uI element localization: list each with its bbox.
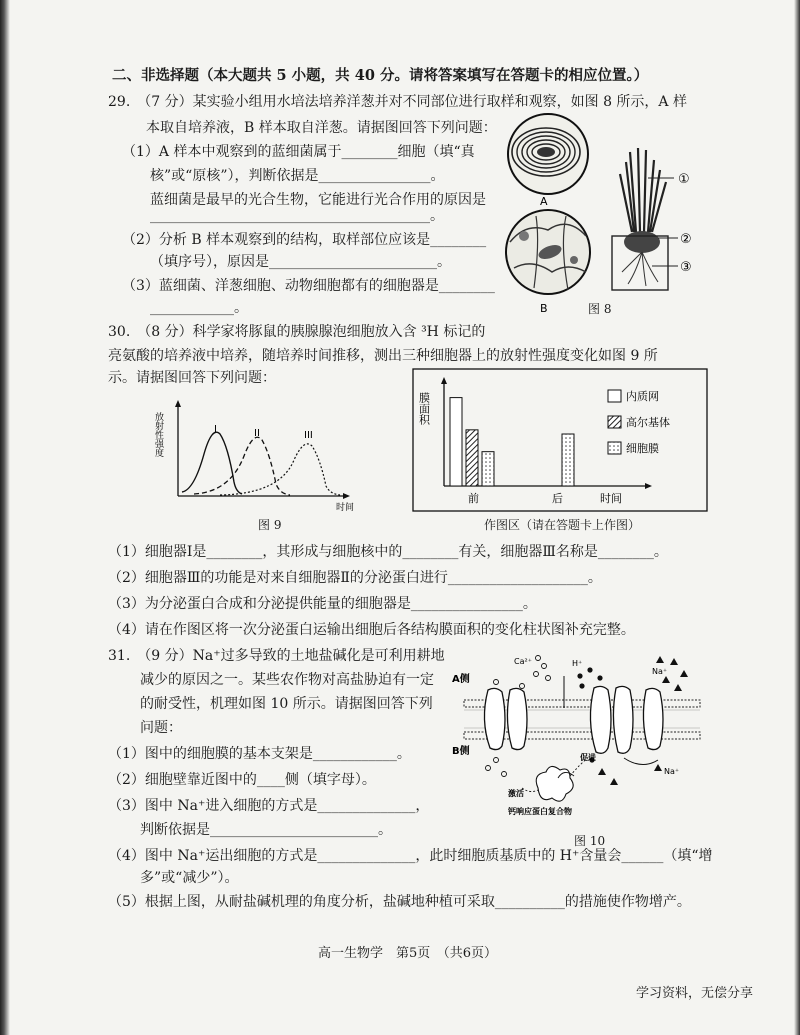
figure-8-caption: 图 8 <box>588 302 612 316</box>
legend-label-golgi: 高尔基体 <box>626 416 670 429</box>
promote-label: 促进 <box>580 753 596 762</box>
figure-9-caption: 图 9 <box>258 518 282 532</box>
q31-sub1: （1）图中的细胞膜的基本支架是____________。 <box>108 746 411 762</box>
work-area-caption: 作图区（请在答题卡上作图） <box>484 518 641 532</box>
page-footer: 高一生物学 第5页 （共6页） <box>318 946 498 961</box>
sample-a-label: A <box>540 195 548 208</box>
onion-label-2: ② <box>680 232 692 247</box>
q29-sub3-line2: ____________。 <box>150 300 248 316</box>
q31-line2: 减少的原因之一。某些农作物对高盐胁迫有一定 <box>140 672 434 688</box>
ca-ion-label: Ca²⁺ <box>514 657 532 666</box>
complex-label: 钙响应蛋白复合物 <box>508 807 572 816</box>
figure-10-membrane <box>452 648 702 830</box>
legend-label-membrane: 细胞膜 <box>626 442 659 455</box>
peak-label-1: I <box>214 424 217 435</box>
q31-sub5: （5）根据上图，从耐盐碱机理的角度分析，盐碱地种植可采取__________的措施使作物增产。 <box>108 894 691 910</box>
bar-er-before <box>450 398 462 486</box>
q29-sub1-line1: （1）A 样本中观察到的蓝细菌属于________细胞（填“真 <box>122 144 475 160</box>
activate-label: 激活 <box>508 789 524 798</box>
channel-protein-left <box>484 688 527 749</box>
figure-10-caption: 图 10 <box>574 834 606 848</box>
q29-sub2-line2: （填序号），原因是________________________。 <box>150 254 451 270</box>
q31-sub4-line2: 多”或“减少”）。 <box>140 870 239 886</box>
na-ion-label-lower: Na⁺ <box>664 767 680 776</box>
fig9-y-label: 放射性强度 <box>153 412 163 457</box>
q30-line3: 示。请据图回答下列问题： <box>108 370 276 386</box>
q29-sub1-line2: 核”或“原核”），判断依据是________________。 <box>150 168 445 184</box>
chart-y-label: 膜面积 <box>417 392 431 425</box>
q29-line2: 本取自培养液，B 样本取自洋葱。请据图回答下列问题： <box>146 120 497 136</box>
h-ion-label: H⁺ <box>572 659 583 668</box>
bar-golgi-before <box>466 430 478 486</box>
scan-edge-left <box>0 0 10 1035</box>
q30-sub3: （3）为分泌蛋白合成和分泌提供能量的细胞器是________________。 <box>108 596 537 612</box>
chart-x-label: 时间 <box>600 492 622 505</box>
q30-sub1: （1）细胞器Ⅰ是________，其形成与细胞核中的________有关，细胞器Ⅲ名称是________。 <box>108 544 668 560</box>
q29-line1: 29. （7 分）某实验小组用水培法培养洋葱并对不同部位进行取样和观察，如图 8 所示，A 样 <box>108 94 687 110</box>
category-label-before: 前 <box>468 492 479 505</box>
side-b-label: B侧 <box>452 746 470 757</box>
fig9-x-label: 时间 <box>336 503 355 513</box>
onion-label-1: ① <box>678 172 690 187</box>
chart-legend <box>608 389 670 455</box>
transport-protein-right <box>590 686 663 753</box>
q30-sub2: （2）细胞器Ⅲ的功能是对来自细胞器Ⅱ的分泌蛋白进行____________________。 <box>108 570 602 586</box>
sample-b-label: B <box>540 302 548 315</box>
legend-swatch-membrane <box>608 442 621 454</box>
sample-b-micrograph <box>506 210 590 294</box>
q31-sub3-line1: （3）图中 Na⁺进入细胞的方式是______________， <box>108 798 430 814</box>
bar-membrane-after <box>562 434 574 486</box>
q29-sub3-line1: （3）蓝细菌、洋葱细胞、动物细胞都有的细胞器是________ <box>122 278 495 294</box>
q30-line1: 30. （8 分）科学家将豚鼠的胰腺腺泡细胞放入含 ³H 标记的 <box>108 324 486 340</box>
membrane-area-bar-chart <box>412 368 708 512</box>
legend-label-er: 内质网 <box>626 390 659 403</box>
section-heading: 二、非选择题（本大题共 5 小题，共 40 分。请将答案填写在答题卡的相应位置。） <box>112 67 649 84</box>
q30-sub4: （4）请在作图区将一次分泌蛋白运输出细胞后各结构膜面积的变化柱状图补充完整。 <box>108 622 635 638</box>
legend-swatch-golgi <box>608 416 621 428</box>
q29-sub2-line1: （2）分析 B 样本观察到的结构，取样部位应该是________ <box>122 232 487 248</box>
q31-line3: 的耐受性，机理如图 10 所示。请据图回答下列 <box>140 696 433 712</box>
q31-line1: 31. （9 分）Na⁺过多导致的土地盐碱化是可利用耕地 <box>108 648 445 664</box>
onion-label-3: ③ <box>680 260 692 275</box>
watermark: 学习资料，无偿分享 <box>636 986 754 1001</box>
scan-edge-right <box>794 0 800 1035</box>
figure-9-radioactivity-curves <box>150 394 370 514</box>
q31-sub4-line1: （4）图中 Na⁺运出细胞的方式是______________，此时细胞质基质中的 H⁺含量会______（填“增 <box>108 848 713 864</box>
peak-label-3: III <box>304 430 313 441</box>
curve-organelle-2 <box>194 437 290 495</box>
peak-label-2: II <box>254 428 260 439</box>
legend-swatch-er <box>608 390 621 402</box>
sample-a-micrograph <box>508 114 588 194</box>
category-label-after: 后 <box>552 492 563 505</box>
curve-organelle-1 <box>182 432 242 494</box>
calcium-responsive-complex <box>536 766 574 801</box>
side-a-label: A侧 <box>452 674 470 685</box>
figure-8 <box>496 112 704 317</box>
q31-sub3-line2: 判断依据是________________________。 <box>140 822 392 838</box>
q31-sub2: （2）细胞壁靠近图中的____侧（填字母）。 <box>108 772 376 788</box>
onion-jar-illustration <box>612 148 678 290</box>
q31-line4: 问题： <box>140 720 182 736</box>
q29-sub1-line3: 蓝细菌是最早的光合生物，它能进行光合作用的原因是 <box>150 192 486 208</box>
q30-line2: 亮氨酸的培养液中培养，随培养时间推移，测出三种细胞器上的放射性强度变化如图 9 所 <box>108 348 658 364</box>
bar-membrane-before <box>482 452 494 486</box>
na-ion-label: Na⁺ <box>652 667 668 676</box>
q29-sub1-line4: ________________________________________。 <box>150 208 444 224</box>
